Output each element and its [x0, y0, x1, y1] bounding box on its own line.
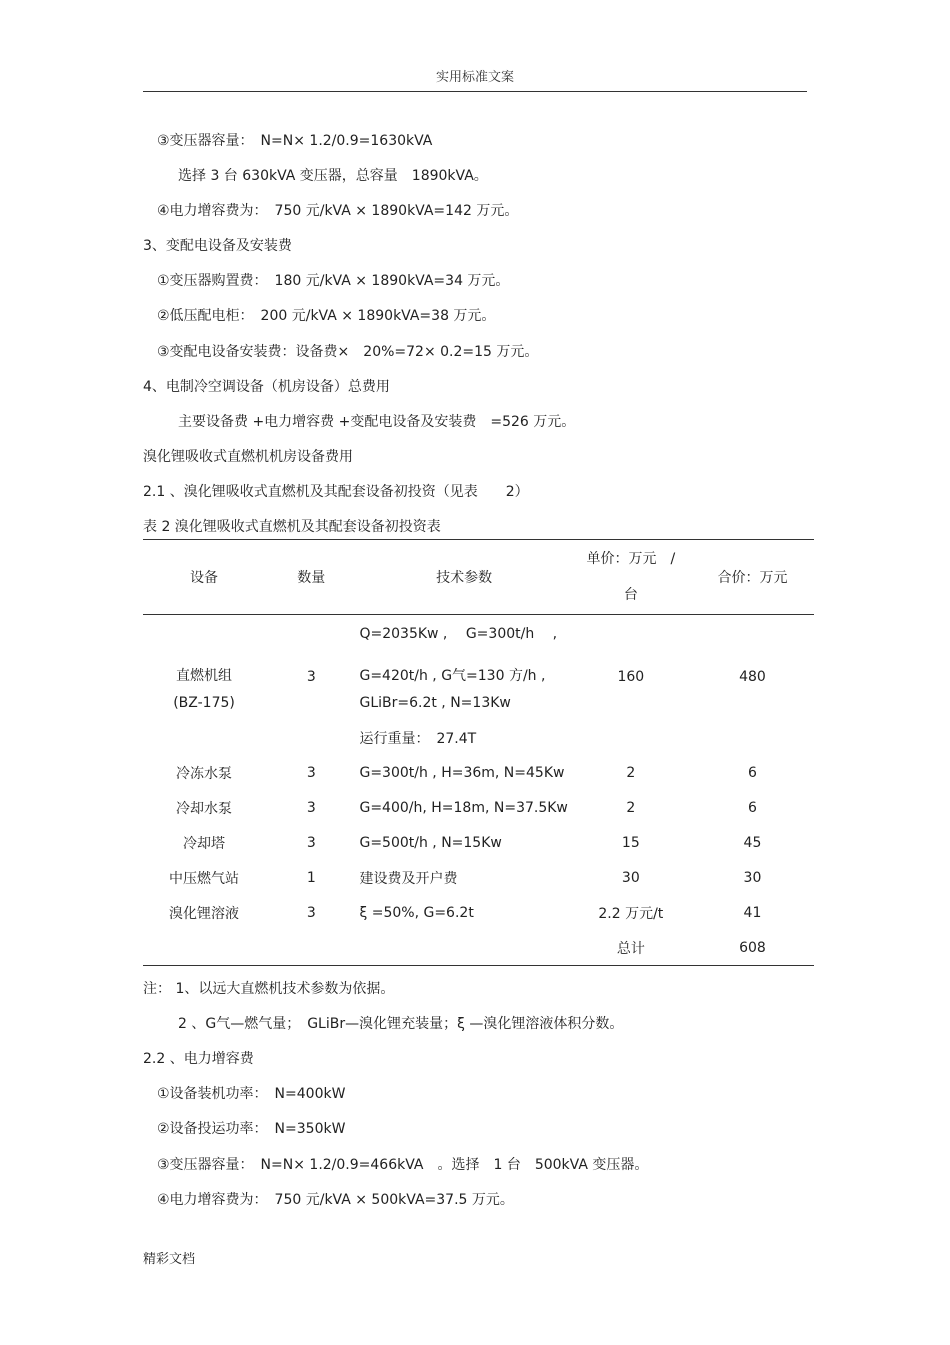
param-cell: G=400/h, H=18m, N=37.5Kw: [359, 799, 568, 816]
transformer-choice-line: 选择 3 台 630kVA 变压器，总容量 1890kVA。: [178, 168, 488, 184]
table-header-row: [143, 540, 814, 615]
transformer-capacity-line: ③变压器容量： N=N× 1.2/0.9=1630kVA: [157, 133, 433, 149]
unit-price-cell: 30: [621, 869, 640, 886]
transformer-capacity-2-line: ③变压器容量： N=N× 1.2/0.9=466kVA 。选择 1 台 500kVA 变压器。: [157, 1157, 649, 1173]
unit-price-cell: 2: [626, 799, 636, 816]
unit-price-cell: 2: [626, 764, 636, 781]
header-qty: 数量: [265, 540, 357, 615]
total-cell: [691, 720, 814, 755]
table-row: [143, 720, 814, 755]
equipment-investment-table: [143, 539, 814, 966]
transformer-purchase-line: ①变压器购置费： 180 元/kVA × 1890kVA=34 万元。: [157, 273, 510, 289]
device-cell: [143, 720, 265, 755]
param-cell: 运行重量： 27.4T: [359, 730, 477, 747]
qty-cell: 1: [306, 869, 316, 886]
header-unit-price: [571, 540, 691, 615]
section-4-title: 4、电制冷空调设备（机房设备）总费用: [143, 379, 390, 395]
unit-price-cell: 160: [617, 669, 645, 685]
device-cell: 中压燃气站: [169, 870, 240, 887]
total-cell: 30: [743, 869, 762, 886]
total-cell: 480: [739, 669, 766, 685]
param-cell: GLiBr=6.2t , N=13Kw: [359, 694, 511, 711]
section-2-2-title: 2.2 、电力增容费: [143, 1051, 254, 1067]
param-cell: 建设费及开户费: [359, 870, 458, 887]
low-voltage-cabinet-line: ②低压配电柜： 200 元/kVA × 1890kVA=38 万元。: [157, 308, 496, 324]
table-row: [143, 860, 814, 895]
device-cell: [143, 615, 265, 651]
total-cell: 45: [743, 834, 762, 851]
param-cell: G=500t/h , N=15Kw: [359, 834, 502, 851]
table-row: [143, 650, 814, 685]
qty-cell: 3: [306, 904, 316, 921]
param-cell: G=300t/h , H=36m, N=45Kw: [359, 764, 565, 781]
qty-cell: [265, 615, 357, 651]
param-cell: Q=2035Kw , G=300t/h ,: [359, 625, 558, 642]
total-cell: [691, 615, 814, 651]
total-cell: 41: [743, 904, 762, 921]
table-row: [143, 755, 814, 790]
param-cell: G=420t/h , G气=130 方/h ,: [359, 668, 546, 684]
device-cell: (BZ-175): [173, 694, 235, 711]
section-4-total-line: 主要设备费 +电力增容费 +变配电设备及安装费 =526 万元。: [178, 414, 576, 430]
running-power-line: ②设备投运功率： N=350kW: [157, 1121, 346, 1137]
table-row: [143, 825, 814, 860]
device-cell: 冷却水泵: [176, 800, 233, 817]
qty-cell: 3: [306, 799, 316, 816]
header-unit-price-line-2: 台: [623, 587, 638, 603]
header-divider: [143, 91, 807, 92]
total-cell: 6: [748, 764, 757, 781]
power-fee-line: ④电力增容费为： 750 元/kVA × 1890kVA=142 万元。: [157, 203, 519, 219]
device-cell: 冷却塔: [183, 835, 226, 852]
table-row: [143, 895, 814, 930]
qty-cell: 3: [306, 669, 316, 685]
installed-power-line: ①设备装机功率： N=400kW: [157, 1086, 346, 1102]
unit-price-cell: 2.2 万元/t: [598, 905, 664, 922]
param-cell: ξ =50%, G=6.2t: [359, 904, 474, 921]
libr-section-title: 溴化锂吸收式直燃机机房设备费用: [143, 449, 353, 465]
qty-cell: [265, 720, 357, 755]
header-device: 设备: [143, 540, 265, 615]
table-sum-row: [143, 930, 814, 966]
page-header: 实用标准文案: [435, 70, 514, 85]
table-caption: 表 2 溴化锂吸收式直燃机及其配套设备初投资表: [143, 519, 441, 535]
device-cell: 冷冻水泵: [176, 765, 233, 782]
sum-label: 总计: [616, 940, 645, 957]
power-fee-2-line: ④电力增容费为： 750 元/kVA × 500kVA=37.5 万元。: [157, 1192, 514, 1208]
qty-cell: 3: [306, 764, 316, 781]
device-cell: 直燃机组: [176, 668, 233, 684]
section-3-title: 3、变配电设备及安装费: [143, 238, 292, 254]
qty-cell: 3: [306, 834, 316, 851]
section-2-1-title: 2.1 、溴化锂吸收式直燃机及其配套设备初投资（见表 2）: [143, 484, 529, 500]
device-cell: 溴化锂溶液: [169, 905, 240, 922]
header-unit-price-line-1: 单价：万元 /: [586, 551, 676, 567]
total-cell: 6: [748, 799, 757, 816]
install-fee-line: ③变配电设备安装费：设备费× 20%=72× 0.2=15 万元。: [157, 344, 539, 360]
note-2: 2 、G气—燃气量； GLiBr—溴化锂充装量；ξ —溴化锂溶液体积分数。: [178, 1016, 624, 1032]
page-footer: 精彩文档: [143, 1252, 196, 1267]
unit-price-cell: [571, 685, 691, 720]
unit-price-cell: 15: [621, 834, 640, 851]
table-row: [143, 615, 814, 651]
unit-price-cell: [571, 720, 691, 755]
header-total-price: 合价：万元: [691, 540, 814, 615]
header-params: 技术参数: [357, 540, 570, 615]
table-row: [143, 790, 814, 825]
sum-value: 608: [739, 939, 766, 956]
note-1: 注： 1、以远大直燃机技术参数为依据。: [143, 981, 395, 997]
qty-cell: [265, 685, 357, 720]
table-row: [143, 685, 814, 720]
total-cell: [691, 685, 814, 720]
unit-price-cell: [571, 615, 691, 651]
